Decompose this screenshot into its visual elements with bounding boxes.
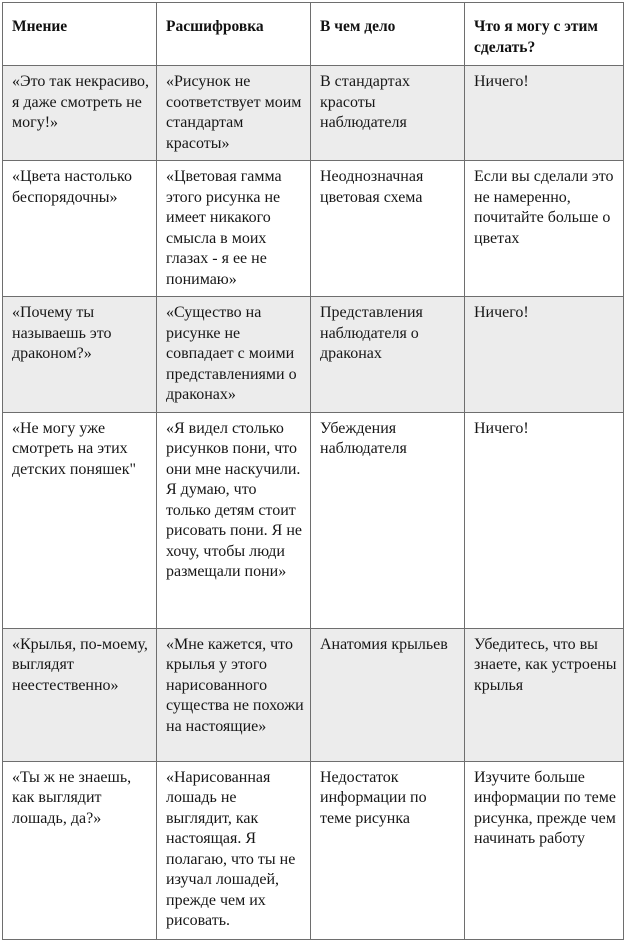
header-row	[3, 3, 624, 66]
cell-opinion: «Ты ж не знаешь, как выглядит лошадь, да?»	[3, 761, 157, 939]
cell-issue: Неоднозначная цветовая схема	[311, 161, 465, 297]
table-row	[3, 66, 624, 161]
header-opinion: Мнение	[3, 3, 157, 66]
cell-opinion: «Цвета настолько беспорядочны»	[3, 161, 157, 297]
critique-table	[2, 2, 624, 940]
cell-issue: В стандартах красоты наблюдателя	[311, 66, 465, 161]
critique-table-document	[2, 2, 623, 940]
header-decoding: Расшифровка	[157, 3, 311, 66]
cell-decoding: «Я видел столько рисунков пони, что они мне наскучили. Я думаю, что только детям стоит рисовать пони. Я не хочу, чтобы люди размещали пони»	[157, 412, 311, 628]
cell-issue: Анатомия крыльев	[311, 628, 465, 761]
cell-action: Если вы сделали это не намеренно, почитайте больше о цветах	[465, 161, 624, 297]
table-row	[3, 628, 624, 761]
cell-decoding: «Мне кажется, что крылья у этого нарисованного существа не похожи на настоящие»	[157, 628, 311, 761]
cell-action: Ничего!	[465, 66, 624, 161]
cell-issue: Убеждения наблюдателя	[311, 412, 465, 628]
table-row	[3, 761, 624, 939]
table-row	[3, 412, 624, 628]
cell-opinion: «Почему ты называешь это драконом?»	[3, 297, 157, 413]
cell-decoding: «Существо на рисунке не совпадает с моими представлениями о драконах»	[157, 297, 311, 413]
cell-action: Убедитесь, что вы знаете, как устроены крылья	[465, 628, 624, 761]
cell-action: Изучите больше информации по теме рисунка, прежде чем начинать работу	[465, 761, 624, 939]
table-row	[3, 161, 624, 297]
header-action: Что я могу с этим сделать?	[465, 3, 624, 66]
cell-opinion: «Крылья, по-моему, выглядят неестественно»	[3, 628, 157, 761]
cell-decoding: «Цветовая гамма этого рисунка не имеет никакого смысла в моих глазах - я ее не понимаю»	[157, 161, 311, 297]
cell-opinion: «Не могу уже смотреть на этих детских поняшек"	[3, 412, 157, 628]
cell-decoding: «Нарисованная лошадь не выглядит, как настоящая. Я полагаю, что ты не изучал лошадей, прежде чем их рисовать.	[157, 761, 311, 939]
cell-issue: Представления наблюдателя о драконах	[311, 297, 465, 413]
cell-action: Ничего!	[465, 412, 624, 628]
header-issue: В чем дело	[311, 3, 465, 66]
cell-action: Ничего!	[465, 297, 624, 413]
cell-issue: Недостаток информации по теме рисунка	[311, 761, 465, 939]
cell-opinion: «Это так некрасиво, я даже смотреть не могу!»	[3, 66, 157, 161]
table-row	[3, 297, 624, 413]
cell-decoding: «Рисунок не соответствует моим стандартам красоты»	[157, 66, 311, 161]
